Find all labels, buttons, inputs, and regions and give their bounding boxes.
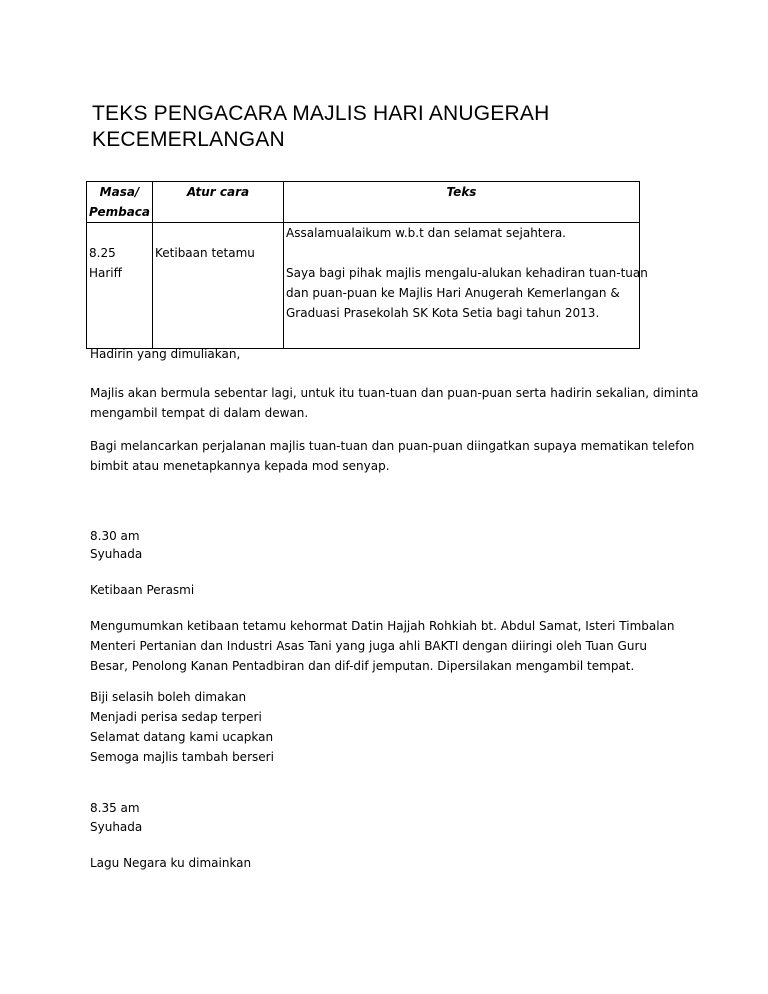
pantun-line: Menjadi perisa sedap terperi — [90, 710, 262, 724]
page-title — [92, 101, 692, 153]
header-pembaca: Pembaca — [89, 205, 151, 219]
row-text-line-2: Saya bagi pihak majlis mengalu-alukan kehadiran tuan-tuan — [286, 266, 648, 280]
paragraph-phone-notice — [90, 436, 695, 476]
paragraph-greeting: Hadirin yang dimuliakan, — [90, 347, 241, 361]
pantun-line: Biji selasih boleh dimakan — [90, 690, 247, 704]
schedule-table — [86, 181, 648, 349]
cell-atur-cara — [153, 223, 284, 349]
row-text-line-4: Graduasi Prasekolah SK Kota Setia bagi tahun 2013. — [286, 306, 600, 320]
row-text-line-1: Assalamualaikum w.b.t dan selamat sejahtera. — [286, 226, 566, 240]
paragraph-line: Besar, Penolong Kanan Pentadbiran dan dif-dif jemputan. Dipersilakan mengambil tempat. — [90, 659, 635, 673]
pantun-verse — [90, 687, 690, 767]
header-masa: Masa/ — [99, 185, 140, 199]
section-reader: Syuhada — [90, 820, 143, 834]
row-reader: Hariff — [89, 266, 122, 280]
section-agenda: Ketibaan Perasmi — [90, 583, 195, 597]
section-reader: Syuhada — [90, 547, 143, 561]
paragraph-guest-announcement — [90, 616, 690, 676]
paragraph-line: Majlis akan bermula sebentar lagi, untuk itu tuan-tuan dan puan-puan serta hadirin sekalian, diminta — [90, 386, 699, 400]
paragraph-line: Bagi melancarkan perjalanan majlis tuan-tuan dan puan-puan diingatkan supaya mematikan telefon — [90, 439, 695, 453]
paragraph-line: Menteri Pertanian dan Industri Asas Tani yang juga ahli BAKTI dengan diiringi oleh Tuan Guru — [90, 639, 647, 653]
paragraph-line: bimbit atau menetapkannya kepada mod senyap. — [90, 459, 390, 473]
pantun-line: Selamat datang kami ucapkan — [90, 730, 274, 744]
section-time: 8.35 am — [90, 801, 140, 815]
paragraph-line: mengambil tempat di dalam dewan. — [90, 406, 309, 420]
row-text-line-3: dan puan-puan ke Majlis Hari Anugerah Kemerlangan & — [286, 286, 620, 300]
cell-teks — [284, 223, 648, 349]
title-line-2: KECEMERLANGAN — [92, 128, 285, 151]
paragraph-line: Mengumumkan ketibaan tetamu kehormat Datin Hajjah Rohkiah bt. Abdul Samat, Isteri Timbalan — [90, 619, 675, 633]
header-masa-pembaca — [87, 182, 153, 223]
title-line-1: TEKS PENGACARA MAJLIS HARI ANUGERAH — [92, 102, 550, 125]
cell-masa-pembaca — [87, 223, 153, 349]
table-header-row — [87, 182, 640, 223]
row-time: 8.25 — [89, 246, 116, 260]
row-agenda: Ketibaan tetamu — [155, 246, 255, 260]
header-atur-cara: Atur cara — [153, 182, 284, 223]
paragraph-start-notice — [90, 383, 699, 423]
section-time: 8.30 am — [90, 529, 140, 543]
pantun-line: Semoga majlis tambah berseri — [90, 750, 274, 764]
section-agenda: Lagu Negara ku dimainkan — [90, 856, 252, 870]
header-teks: Teks — [284, 182, 640, 223]
table-row — [87, 223, 640, 349]
